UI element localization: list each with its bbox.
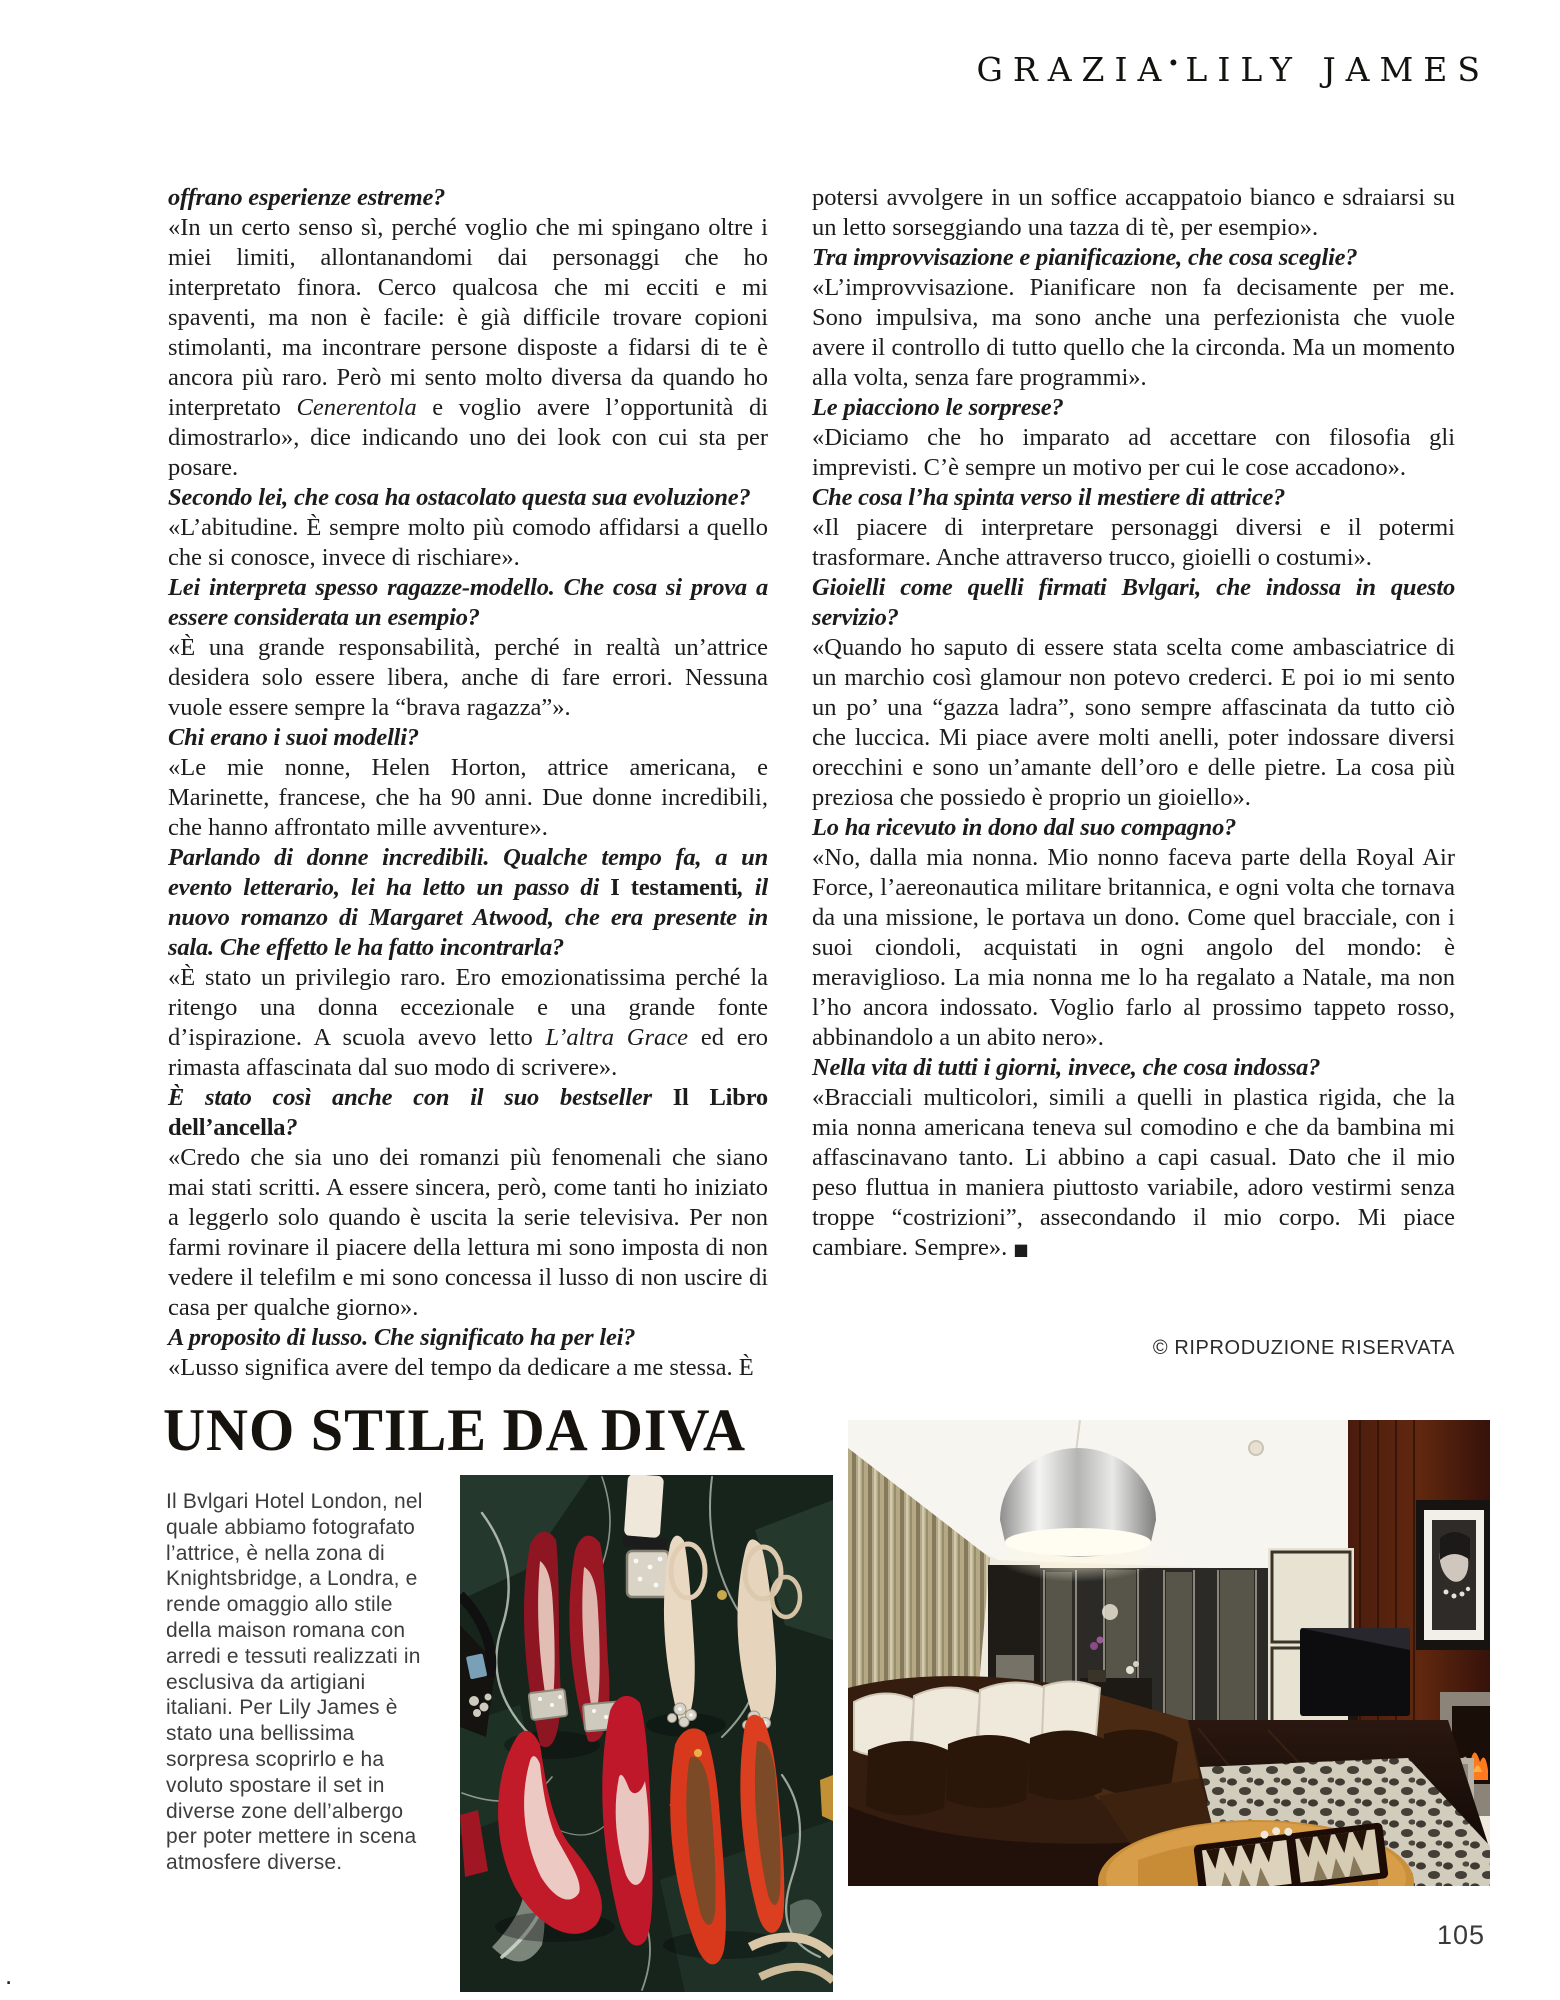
interview-question: Gioielli come quelli firmati Bvlgari, che indossa in questo servizio? [812, 574, 1455, 631]
interview-answer: «È stato un privilegio raro. Ero emozionatissima perché la ritengo una donna eccezionale e una grande fonte d’ispirazione. A scuola avevo letto L’altra Grace ed ero rimasta affascinata dal suo modo di scrivere». [168, 964, 768, 1081]
hotel-photo-illustration [848, 1420, 1490, 1886]
interview-question: Parlando di donne incredibili. Qualche tempo fa, a un evento letterario, lei ha letto un passo di I testamenti, il nuovo romanzo di Margaret Atwood, che era presente in sala. Che effetto le ha fatto incontrarla? [168, 844, 768, 961]
article-column-left [168, 183, 768, 1383]
interview-answer: «Diciamo che ho imparato ad accettare con filosofia gli imprevisti. C’è sempre un motivo per cui le cose accadono». [812, 424, 1455, 481]
interview-question: Le piacciono le sorprese? [812, 394, 1064, 421]
feature-headline: UNO STILE DA DIVA [163, 1397, 747, 1463]
interview-answer: «È una grande responsabilità, perché in realtà un’attrice desidera solo essere libera, anche di fare errori. Nessuna vuole essere sempre la “brava ragazza”». [168, 634, 768, 721]
interview-answer: «Bracciali multicolori, simili a quelli in plastica rigida, che la mia nonna americana teneva sul comodino e che da bambina mi affascinavano tanto. Li abbino a capi casual. Dato che il mio peso fluttua in maniera piuttosto variabile, adoro vestirmi senza troppe “costrizioni”, assecondando il mio corpo. Mi piace cambiare. Sempre». ■ [812, 1084, 1455, 1261]
masthead-dot: • [1167, 51, 1182, 76]
interview-answer: «In un certo senso sì, perché voglio che mi spingano oltre i miei limiti, allontanandomi dai personaggi che ho interpretato finora. Cerco qualcosa che mi ecciti e mi spaventi, ma non è facile: è già difficile trovare copioni stimolanti, ma incontrare persone disposte a fidarsi di te è ancora più raro. Però mi sento molto diversa da quando ho interpretato Cenerentola e voglio avere l’opportunità di dimostrarlo», dice indicando uno dei look con cui sta per posare. [168, 214, 768, 481]
interview-question: È stato così anche con il suo bestseller Il Libro dell’ancella? [168, 1084, 768, 1141]
interview-answer: «Lusso significa avere del tempo da dedicare a me stessa. È [168, 1354, 754, 1381]
interview-question: Secondo lei, che cosa ha ostacolato questa sua evoluzione? [168, 484, 751, 511]
interview-question: Lo ha ricevuto in dono dal suo compagno? [812, 814, 1237, 841]
chandelier-reflection [1102, 1604, 1118, 1620]
feature-caption: Il Bvlgari Hotel London, nel quale abbiamo fotografato l’attrice, è nella zona di Knightsbridge, a Londra, e rende omaggio allo stile della maison romana con arredi e tessuti realizzati in esclusiva da artigiani italiani. Per Lily James è stato una bellissima sorpresa scoprirlo e ha voluto spostare il set in diverse zone dell’albergo per poter mettere in scena atmosfere diverse. [166, 1490, 423, 1875]
page-number: 105 [1437, 1920, 1486, 1950]
shoes-photo-illustration [460, 1475, 833, 1992]
interview-answer: «Il piacere di interpretare personaggi diversi e il potermi trasformare. Anche attraverso trucco, gioielli o costumi». [812, 514, 1455, 571]
interview-question: offrano esperienze estreme? [168, 184, 446, 211]
interview-question: Tra improvvisazione e pianificazione, che cosa sceglie? [812, 244, 1358, 271]
framed-portrait [1416, 1500, 1490, 1650]
interview-answer: «Le mie nonne, Helen Horton, attrice americana, e Marinette, francese, che ha 90 anni. Due donne incredibili, che hanno affrontato mille avventure». [168, 754, 768, 841]
interview-answer: potersi avvolgere in un soffice accappatoio bianco e sdraiarsi su un letto sorseggiando una tazza di tè, per esempio». [812, 184, 1455, 241]
masthead-magazine: GRAZIA [976, 50, 1172, 89]
ceiling-spotlight [1249, 1441, 1263, 1455]
interview-question: Che cosa l’ha spinta verso il mestiere di attrice? [812, 484, 1286, 511]
interview-answer: «No, dalla mia nonna. Mio nonno faceva parte della Royal Air Force, l’aereonautica militare britannica, e ogni volta che tornava da una missione, le portava un dono. Come quel bracciale, con i suoi ciondoli, acquistati in ogni angolo del mondo: è meraviglioso. La mia nonna me lo ha regalato a Natale, ma non l’ho ancora indossato. Voglio farlo al prossimo tappeto rosso, abbinandolo a un abito nero». [812, 844, 1455, 1051]
masthead-subject: LILY JAMES [1185, 50, 1490, 89]
hotel-photo [848, 1420, 1490, 1886]
masthead [977, 50, 1490, 89]
interview-question: A proposito di lusso. Che significato ha per lei? [168, 1324, 636, 1351]
article-column-right [812, 183, 1455, 1265]
interview-question: Chi erano i suoi modelli? [168, 724, 419, 751]
interview-answer: «L’abitudine. È sempre molto più comodo affidarsi a quello che si conosce, invece di rischiare». [168, 514, 768, 571]
interview-answer: «Quando ho saputo di essere stata scelta come ambasciatrice di un marchio così glamour non potevo crederci. E poi io mi sento un po’ una “gazza ladra”, sono sempre affascinata da tutto ciò che luccica. Mi piace avere molti anelli, poter indossare diversi orecchini e sono un’amante dell’oro e delle pietre. La cosa più preziosa che possiedo è proprio un gioiello». [812, 634, 1455, 811]
copyright-notice: © RIPRODUZIONE RISERVATA [1152, 1337, 1455, 1359]
shoes-photo [460, 1475, 833, 1992]
corner-mark: . [5, 1960, 13, 1990]
interview-answer: «L’improvvisazione. Pianificare non fa decisamente per me. Sono impulsiva, ma sono anche una perfezionista che vuole avere il controllo di tutto quello che la circonda. Ma un momento alla volta, senza fare programmi». [812, 274, 1455, 391]
interview-question: Lei interpreta spesso ragazze-modello. Che cosa si prova a essere considerata un esempio? [168, 574, 768, 631]
interview-question: Nella vita di tutti i giorni, invece, che cosa indossa? [812, 1054, 1321, 1081]
interview-answer: «Credo che sia uno dei romanzi più fenomenali che siano mai stati scritti. A essere sincera, però, come tanti ho iniziato a leggerlo solo quando è uscita la serie televisiva. Per non farmi rovinare il piacere della lettura mi sono imposta di non vedere il telefilm e mi sono concessa il lusso di non uscire di casa per qualche giorno». [168, 1144, 768, 1321]
